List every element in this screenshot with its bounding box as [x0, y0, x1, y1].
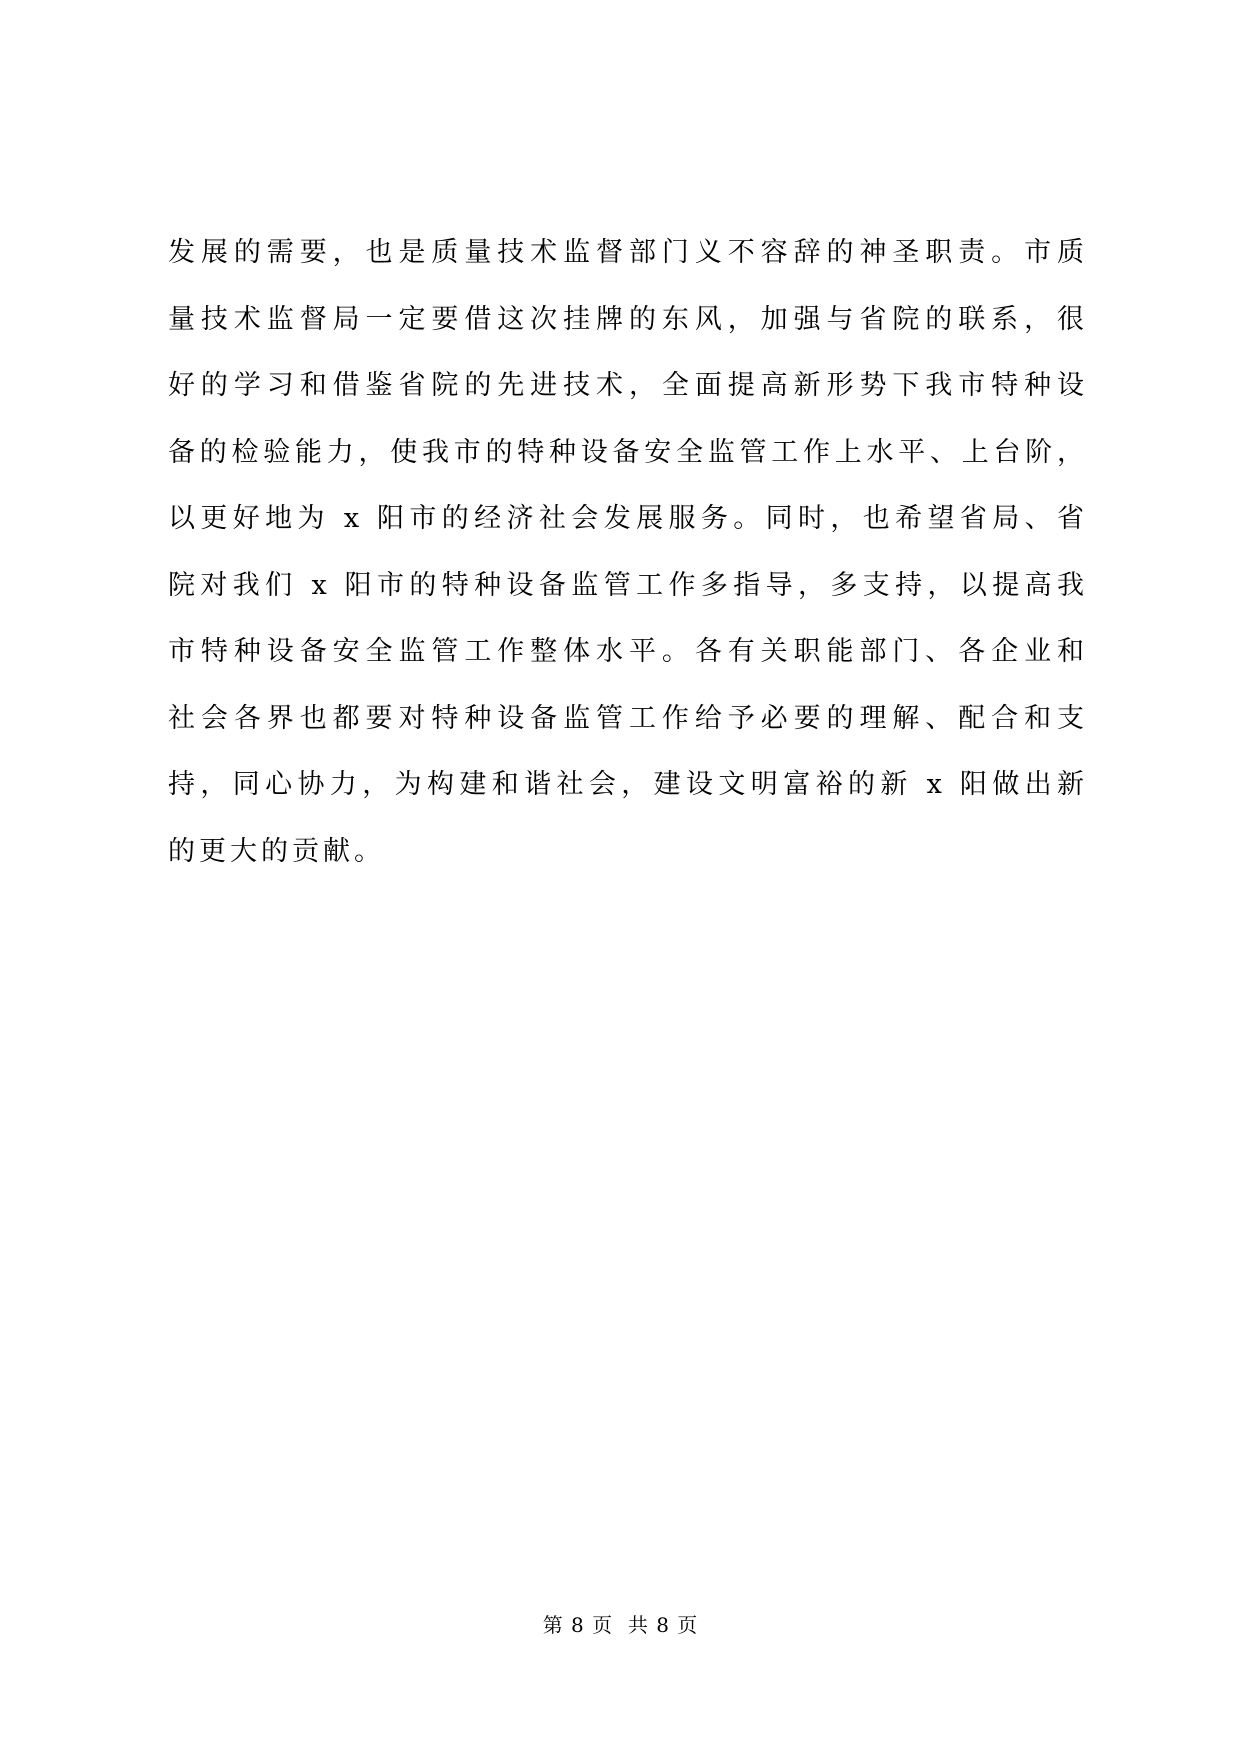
- text-line: 量技术监督局一定要借这次挂牌的东风，加强与省院的联系，很: [168, 303, 1088, 335]
- text-line: 以更好地为 x 阳市的经济社会发展服务。同时，也希望省局、省: [168, 503, 1088, 534]
- text-line: 社会各界也都要对特种设备监管工作给予必要的理解、配合和支: [168, 702, 1088, 734]
- page-number-footer: 第 8 页 共 8 页: [542, 1613, 699, 1637]
- text-line: 好的学习和借鉴省院的先进技术，全面提高新形势下我市特种设: [168, 370, 1088, 401]
- text-line: 发展的需要，也是质量技术监督部门义不容辞的神圣职责。市质: [168, 237, 1088, 268]
- text-line: 备的检验能力，使我市的特种设备安全监管工作上水平、上台阶，: [168, 436, 1088, 468]
- text-line: 市特种设备安全监管工作整体水平。各有关职能部门、各企业和: [168, 636, 1088, 667]
- text-line: 持，同心协力，为构建和谐社会，建设文明富裕的新 x 阳做出新: [168, 769, 1088, 800]
- body-paragraph: [168, 220, 1088, 885]
- text-line: 的更大的贡献。: [168, 835, 385, 867]
- text-line: 院对我们 x 阳市的特种设备监管工作多指导，多支持，以提高我: [168, 569, 1088, 601]
